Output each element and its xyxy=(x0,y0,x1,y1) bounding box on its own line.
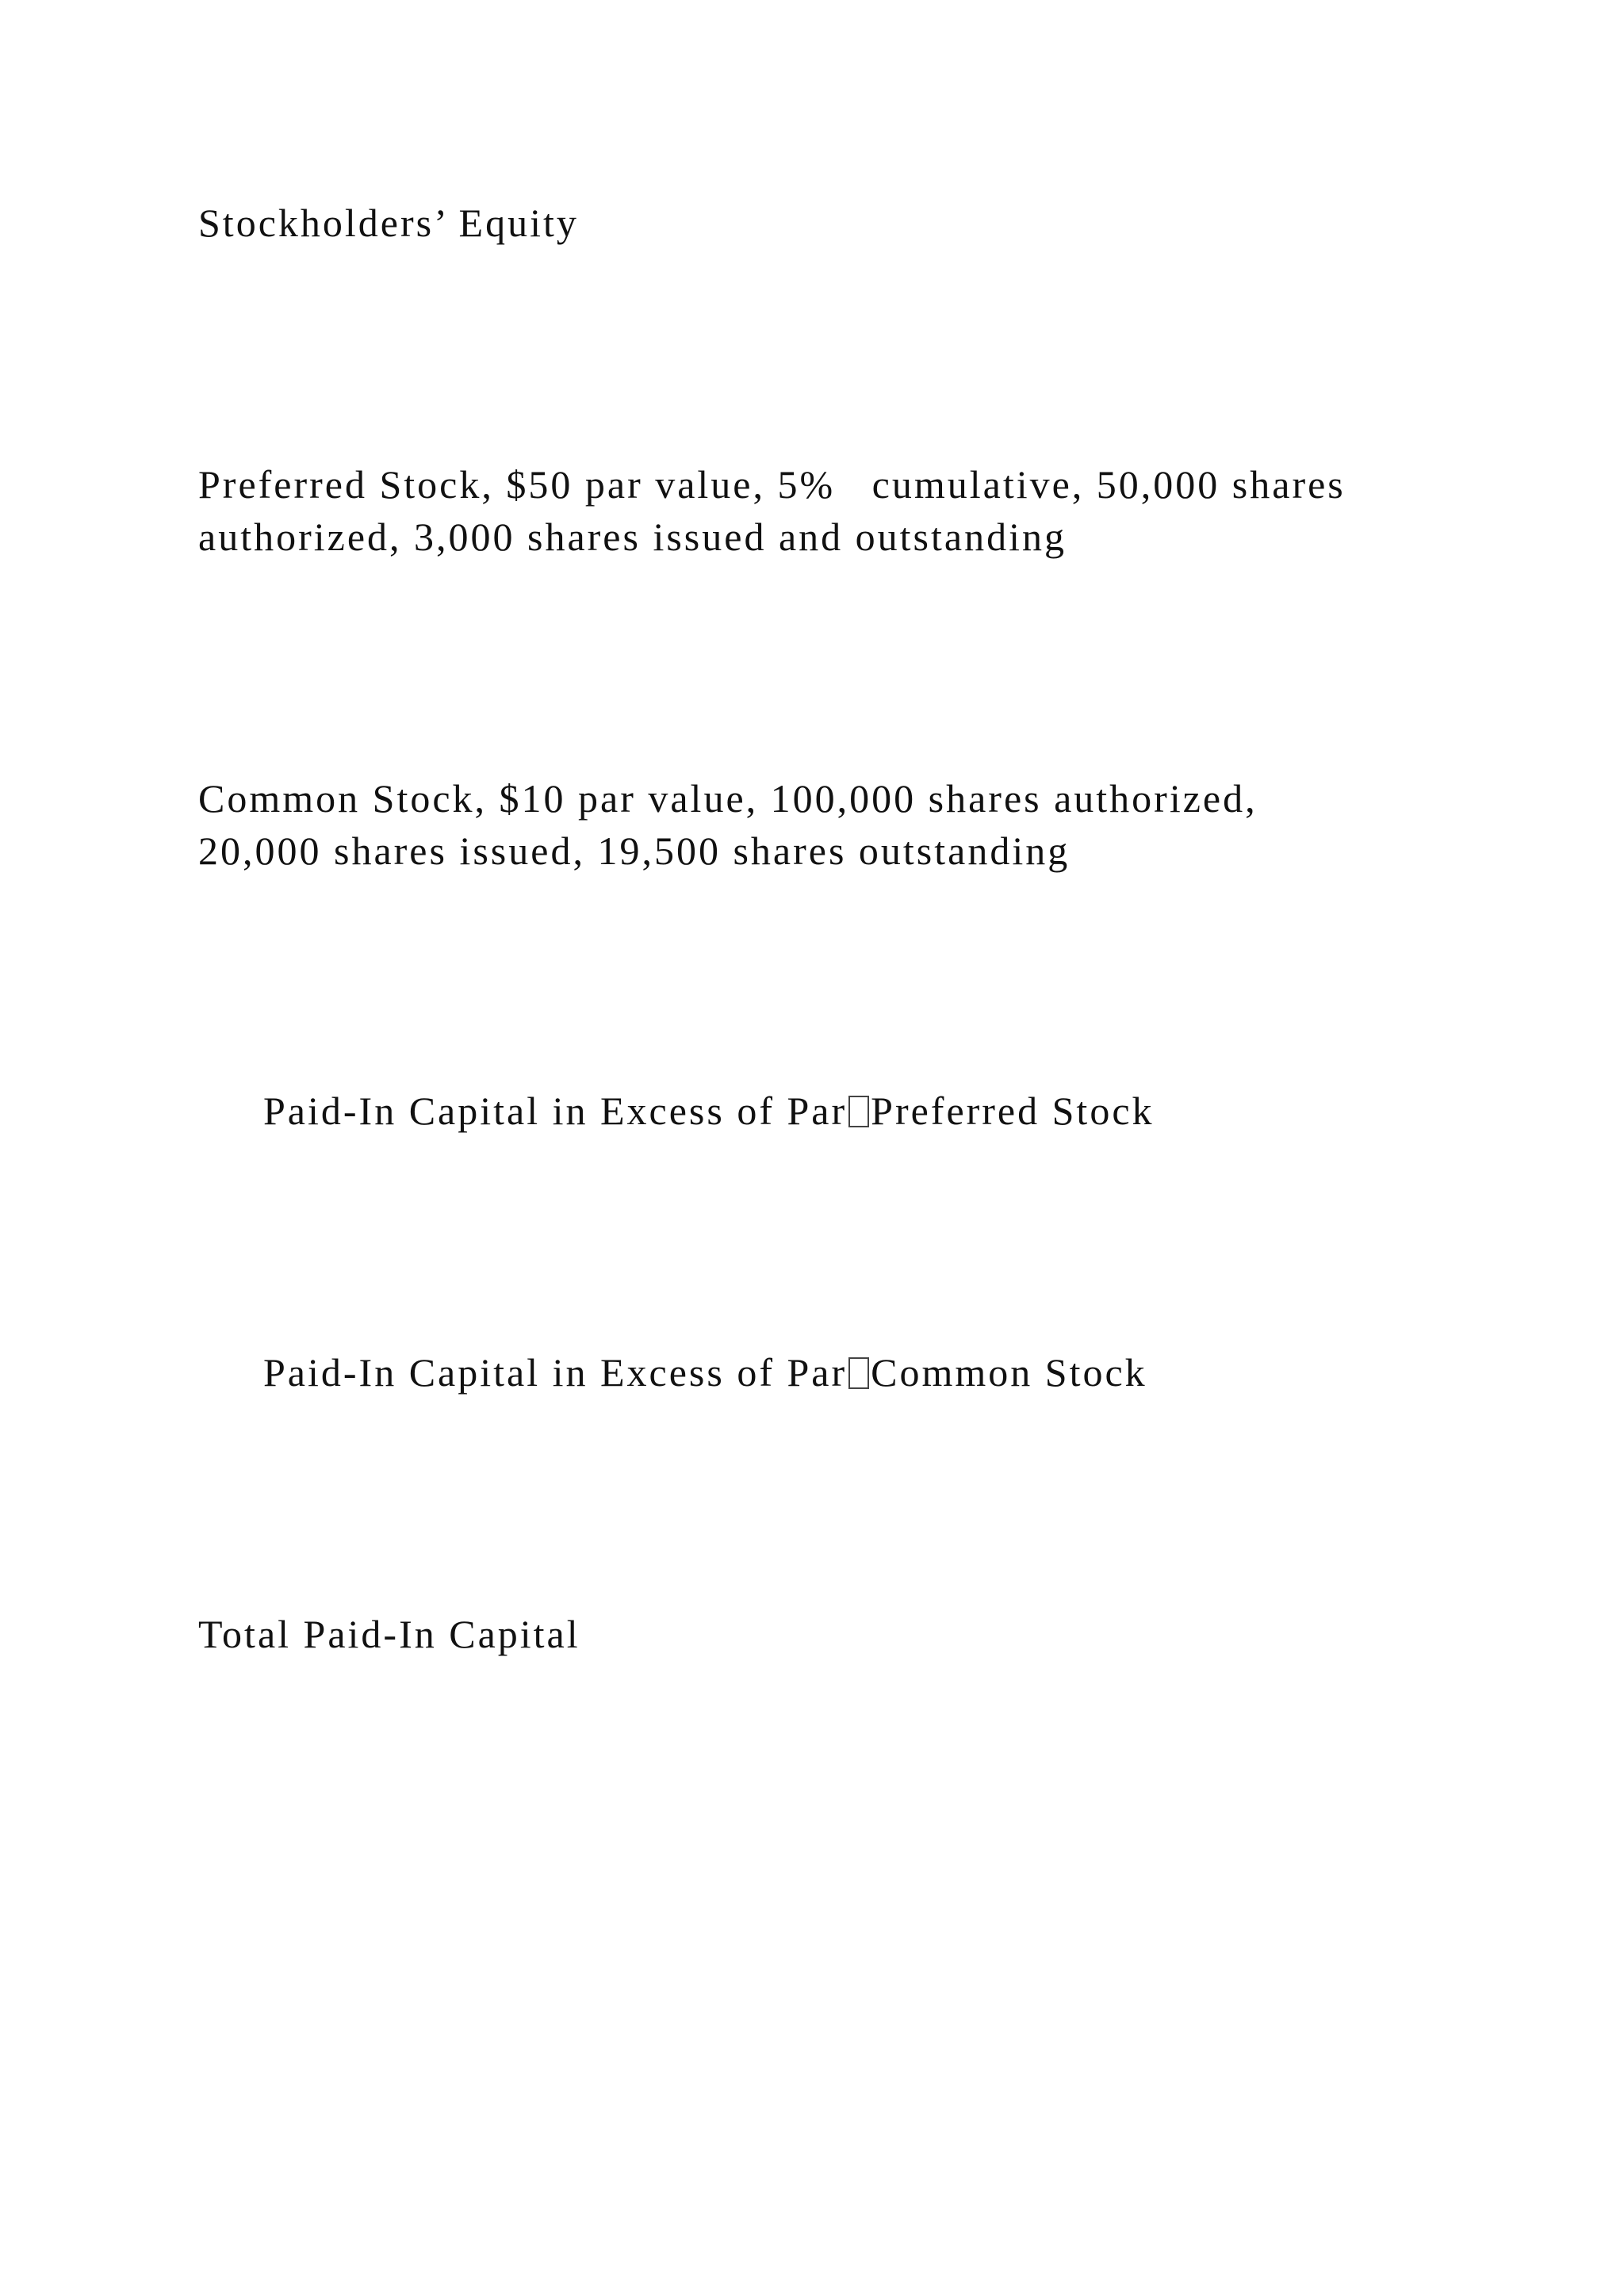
preferred-stock-line-2: authorized, 3,000 shares issued and outstanding xyxy=(198,515,1067,559)
preferred-stock-line-1: Preferred Stock, $50 par value, 5% cumulative, 50,000 shares xyxy=(198,462,1346,507)
common-stock-line-2: 20,000 shares issued, 19,500 shares outstanding xyxy=(198,828,1071,873)
apic-preferred-prefix: Paid-In Capital in Excess of Par xyxy=(263,1089,848,1133)
apic-common-line xyxy=(263,1346,1147,1399)
common-stock-line-1: Common Stock, $10 par value, 100,000 shares authorized, xyxy=(198,776,1258,821)
apic-preferred-suffix: Preferred Stock xyxy=(871,1089,1155,1133)
missing-glyph-icon xyxy=(848,1357,869,1389)
total-paid-in-capital: Total Paid-In Capital xyxy=(198,1612,580,1656)
missing-glyph-icon xyxy=(848,1096,869,1127)
section-title: Stockholders’ Equity xyxy=(198,201,579,245)
apic-preferred-line xyxy=(263,1085,1155,1137)
apic-common-suffix: Common Stock xyxy=(871,1350,1147,1395)
apic-common-prefix: Paid-In Capital in Excess of Par xyxy=(263,1350,848,1395)
